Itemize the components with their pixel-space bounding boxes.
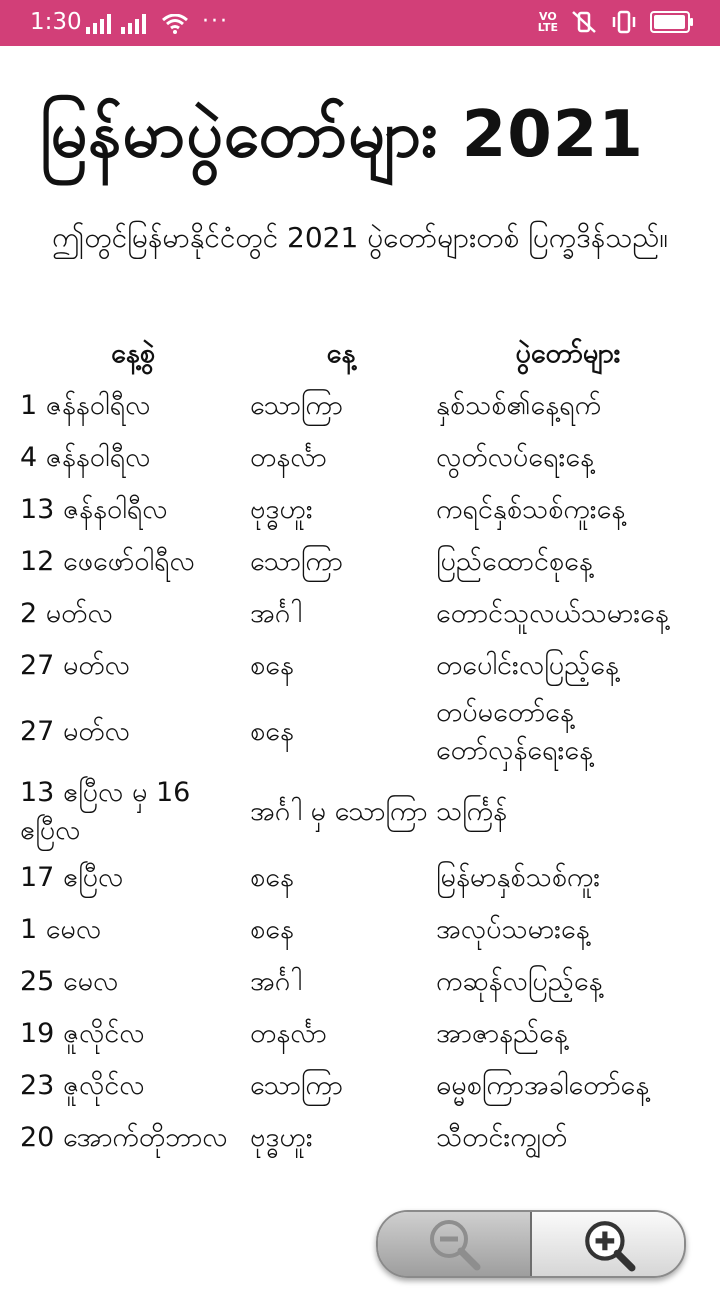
status-time: 1:30 — [30, 9, 82, 35]
cell-day: အင်္ဂါ — [250, 966, 302, 997]
table-row — [18, 1008, 702, 1060]
header-festival: ပွဲတော်များ — [515, 338, 621, 369]
holiday-table — [18, 334, 702, 1164]
cell-date: 13 ဧပြီလ မှ 16 ဧပြီလ — [20, 777, 191, 846]
cell-date: 1 မေလ — [20, 914, 102, 945]
cell-festival: ပြည်ထောင်စုနေ့ — [436, 546, 593, 577]
zoom-out-icon — [427, 1217, 481, 1271]
cell-date: 17 ဧပြီလ — [20, 862, 124, 893]
more-notifications-icon: ··· — [202, 9, 229, 34]
cell-festival: သင်္ကြန် — [436, 796, 508, 827]
cell-date: 20 အောက်တိုဘာလ — [20, 1122, 228, 1153]
table-row — [18, 772, 702, 852]
cell-festival: လွတ်လပ်ရေးနေ့ — [436, 442, 594, 473]
cell-date: 13 ဇန်နဝါရီလ — [20, 494, 168, 525]
cell-day: တနင်္လာ — [250, 442, 327, 473]
page-title: မြန်မာပွဲတော်များ 2021 — [40, 98, 644, 172]
table-row — [18, 1112, 702, 1164]
status-right-icons — [538, 10, 690, 34]
table-row — [18, 852, 702, 904]
cell-day: စနေ — [250, 914, 294, 945]
cell-day: သောကြာ — [250, 390, 343, 421]
cell-festival: ကရင်နှစ်သစ်ကူးနေ့ — [436, 494, 626, 525]
cell-festival: တပ်မတော်နေ့ တော်လှန်ရေးနေ့ — [436, 697, 593, 766]
cell-day: အင်္ဂါ — [250, 598, 302, 629]
table-row — [18, 432, 702, 484]
cell-date: 1 ဇန်နဝါရီလ — [20, 390, 151, 421]
vibrate-icon — [610, 10, 638, 34]
wifi-icon — [162, 14, 188, 34]
status-bar — [0, 0, 720, 46]
cell-date: 27 မတ်လ — [20, 716, 130, 747]
intro-text: ဤတွင်မြန်မာနိုင်ငံတွင် 2021 ပွဲတော်များတစ် ပြက္ခဒိန်သည်။ — [52, 221, 668, 254]
table-row — [18, 1060, 702, 1112]
cell-festival: အလုပ်သမားနေ့ — [436, 914, 590, 945]
cell-day: ဗုဒ္ဓဟူး — [250, 494, 313, 525]
table-row — [18, 692, 702, 772]
cell-festival: အာဇာနည်နေ့ — [436, 1018, 568, 1049]
battery-icon — [650, 11, 690, 33]
zoom-in-button[interactable] — [532, 1212, 684, 1276]
cell-date: 19 ဇူလိုင်လ — [20, 1018, 145, 1049]
table-row — [18, 484, 702, 536]
signal-icons — [86, 12, 146, 34]
cell-festival: ဓမ္မစကြာအခါတော်နေ့ — [436, 1070, 650, 1101]
cell-festival: မြန်မာနှစ်သစ်ကူး — [436, 862, 601, 893]
table-row — [18, 904, 702, 956]
zoom-in-icon — [580, 1216, 636, 1272]
table-row — [18, 536, 702, 588]
cell-date: 27 မတ်လ — [20, 650, 130, 681]
cell-date: 12 ဖေဖော်ဝါရီလ — [20, 546, 195, 577]
cell-day: စနေ — [250, 650, 294, 681]
zoom-controls[interactable] — [376, 1210, 686, 1278]
cell-date: 23 ဇူလိုင်လ — [20, 1070, 145, 1101]
cell-day: သောကြာ — [250, 546, 343, 577]
cell-day: တနင်္လာ — [250, 1018, 327, 1049]
signal-icon — [86, 12, 111, 34]
header-date: နေ့စွဲ — [111, 338, 155, 369]
header-day: နေ့ — [326, 338, 356, 369]
cell-festival: ကဆုန်လပြည့်နေ့ — [436, 966, 603, 997]
cell-festival: နှစ်သစ်၏နေ့ရက် — [436, 390, 602, 421]
cell-day: အင်္ဂါ မှ သောကြာ — [250, 796, 428, 827]
cell-day: ဗုဒ္ဓဟူး — [250, 1122, 313, 1153]
cell-date: 25 မေလ — [20, 966, 119, 997]
cell-day: စနေ — [250, 862, 294, 893]
volte-icon: VO LTE — [537, 10, 558, 34]
table-row — [18, 640, 702, 692]
cell-day: စနေ — [250, 716, 294, 747]
table-row — [18, 956, 702, 1008]
cell-date: 4 ဇန်နဝါရီလ — [20, 442, 151, 473]
cell-festival: သီတင်းကျွတ် — [436, 1122, 568, 1153]
mute-vibrate-icon — [570, 10, 598, 34]
zoom-out-button[interactable] — [378, 1212, 532, 1276]
cell-festival: တပေါင်းလပြည့်နေ့ — [436, 650, 619, 681]
signal-icon — [121, 12, 146, 34]
table-row — [18, 588, 702, 640]
cell-day: သောကြာ — [250, 1070, 343, 1101]
cell-festival: တောင်သူလယ်သမားနေ့ — [436, 598, 669, 629]
table-row — [18, 380, 702, 432]
table-header-row — [18, 334, 702, 380]
cell-date: 2 မတ်လ — [20, 598, 113, 629]
